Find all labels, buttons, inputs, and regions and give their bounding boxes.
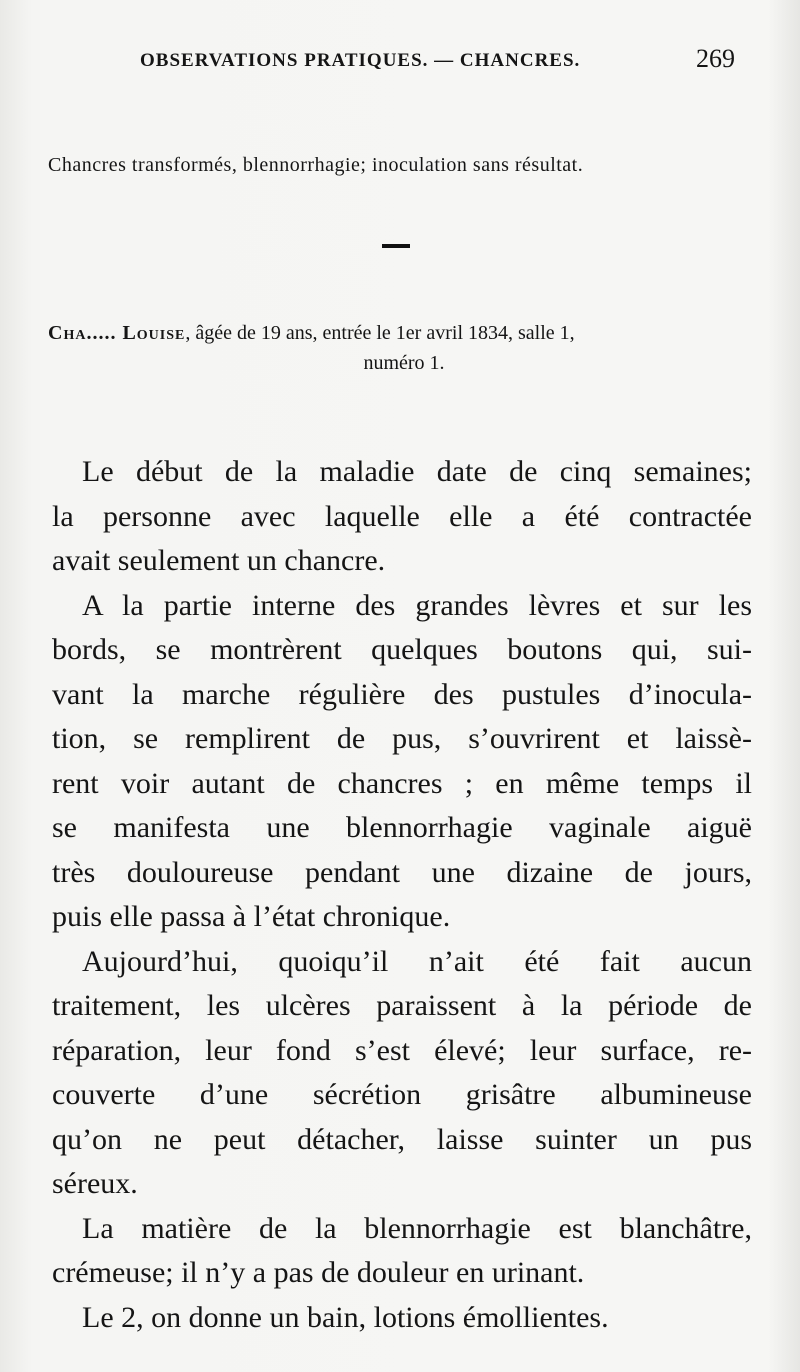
case-header-line-1 (48, 318, 760, 348)
text-line: Aujourd’hui, quoiqu’il n’ait été fait aucun (82, 944, 752, 978)
text-line: puis elle passa à l’état chronique. (52, 900, 451, 933)
page-number: 269 (696, 44, 735, 73)
text-line: avait seulement un chancre. (52, 544, 386, 577)
text-line: bords, se montrèrent quelques boutons qui, sui- (52, 633, 752, 666)
text-line: la personne avec laquelle elle a été contractée (52, 499, 752, 533)
paragraph (52, 1296, 752, 1341)
running-head (0, 42, 800, 82)
text-line: Le début de la maladie date de cinq semaines; (82, 455, 752, 488)
text-line: couverte d’une sécrétion grisâtre albumineuse (52, 1078, 752, 1111)
text-line: tion, se remplirent de pus, s’ouvrirent et laissè- (52, 722, 752, 755)
patient-name: Cha..... Louise (48, 322, 186, 344)
text-line: Le 2, on donne un bain, lotions émollientes. (82, 1300, 609, 1334)
section-heading: Chancres transformés, blennorrhagie; inoculation sans résultat. (48, 154, 584, 176)
paragraph (52, 940, 752, 1207)
case-header-line-2: numéro 1. (363, 352, 445, 374)
text-line: qu’on ne peut détacher, laisse suinter un pus (52, 1122, 752, 1156)
text-line: crémeuse; il n’y a pas de douleur en urinant. (52, 1256, 585, 1289)
running-title: OBSERVATIONS PRATIQUES. — CHANCRES. (140, 50, 581, 71)
text-line: vant la marche régulière des pustules d’inocula- (52, 677, 752, 711)
section-divider (382, 244, 410, 248)
text-line: se manifesta une blennorrhagie vaginale aiguë (52, 811, 752, 844)
text-line: traitement, les ulcères paraissent à la période de (52, 989, 752, 1022)
paragraph (52, 584, 752, 940)
patient-details: , âgée de 19 ans, entrée le 1er avril 1834, salle 1, (185, 322, 575, 344)
body-text (52, 450, 752, 1340)
text-line: A la partie interne des grandes lèvres et sur les (82, 588, 752, 622)
paragraph (52, 1207, 752, 1296)
text-line: très douloureuse pendant une dizaine de jours, (52, 855, 752, 889)
text-line: réparation, leur fond s’est élevé; leur surface, re- (52, 1033, 752, 1067)
text-line: séreux. (52, 1167, 138, 1200)
case-header (48, 318, 760, 378)
text-line: rent voir autant de chancres ; en même temps il (52, 766, 752, 800)
text-line: La matière de la blennorrhagie est blanchâtre, (82, 1211, 752, 1245)
paragraph (52, 450, 752, 584)
